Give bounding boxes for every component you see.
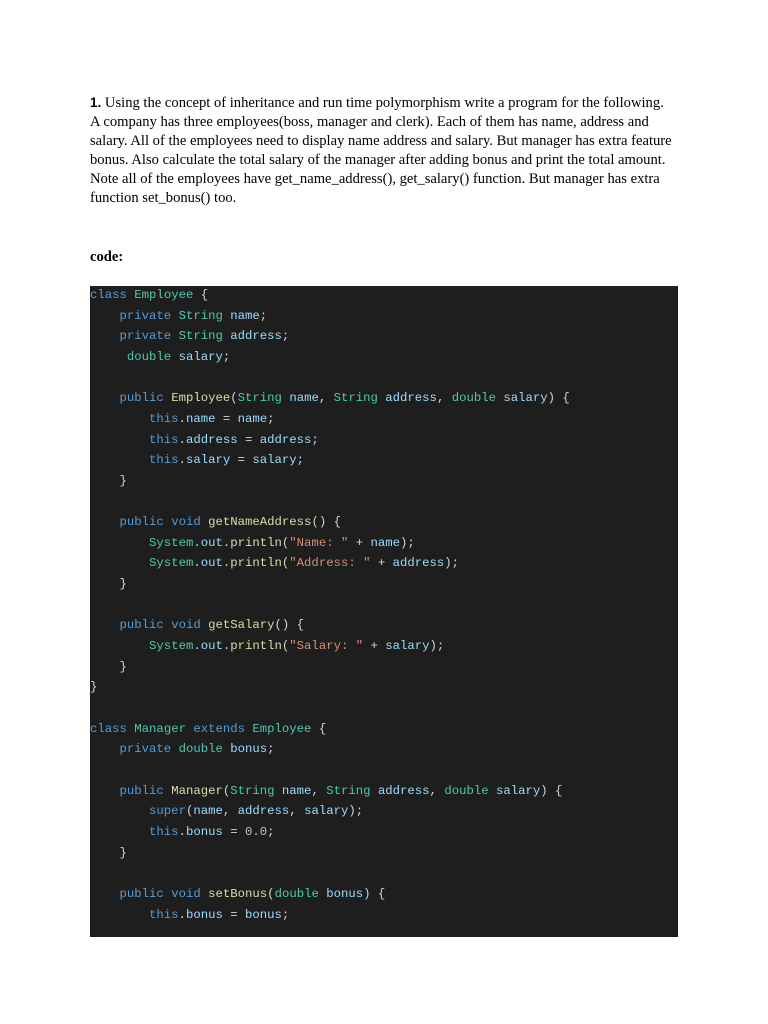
code-token	[90, 350, 127, 364]
code-token: void	[171, 515, 201, 530]
code-line	[90, 349, 230, 365]
code-token: name	[289, 391, 319, 406]
code-line	[90, 617, 304, 633]
code-token	[90, 329, 120, 343]
code-token	[90, 391, 120, 405]
code-token: =	[215, 411, 238, 426]
code-token: System	[149, 556, 194, 571]
code-token: name	[281, 783, 312, 798]
code-token	[489, 784, 496, 798]
code-line	[90, 721, 326, 737]
code-line	[90, 907, 289, 923]
code-token: ;	[267, 742, 275, 757]
code-line	[90, 308, 267, 324]
code-line	[90, 390, 570, 406]
code-token: class	[90, 288, 127, 302]
code-token	[90, 784, 120, 798]
code-token: String	[326, 783, 371, 798]
code-token: String	[237, 391, 282, 406]
code-token: address	[230, 329, 282, 344]
code-token: setBonus	[208, 886, 268, 901]
code-token: .	[222, 639, 231, 654]
code-token: private	[119, 329, 172, 344]
code-token: (	[222, 783, 231, 798]
code-token	[90, 515, 120, 529]
code-token: name	[193, 804, 223, 819]
code-token: bonus	[185, 824, 223, 839]
question-intro-text: Using the concept of inheritance and run time polymorphism write a program for the following.	[104, 95, 664, 111]
code-token: =	[237, 432, 260, 447]
code-token: extends	[193, 721, 245, 736]
code-token: class	[90, 721, 127, 736]
code-token: public	[119, 886, 164, 901]
code-token: System	[149, 639, 194, 654]
code-token: bonus	[185, 907, 223, 922]
code-token: double	[451, 391, 496, 406]
code-token	[171, 742, 178, 756]
code-token: 0.0	[245, 824, 268, 839]
code-token: +	[370, 556, 393, 571]
code-token	[90, 309, 120, 323]
code-token: .	[222, 556, 231, 571]
code-token: private	[119, 308, 172, 323]
code-token: Employee	[252, 721, 312, 736]
code-token: .	[178, 432, 186, 447]
question-text	[90, 93, 680, 208]
code-line	[90, 886, 385, 902]
code-token: void	[171, 886, 201, 901]
code-token: name	[237, 411, 268, 426]
code-token: double	[444, 783, 489, 798]
code-token: out	[200, 535, 223, 550]
code-token: String	[230, 783, 275, 798]
code-token: }	[90, 845, 127, 860]
code-token: this	[149, 453, 179, 468]
code-token: (	[281, 535, 290, 550]
code-token: double	[178, 742, 223, 757]
question-number: 1.	[90, 95, 102, 110]
code-token: public	[119, 618, 164, 633]
code-token: (	[281, 639, 290, 654]
code-token: .	[193, 535, 201, 550]
code-token: {	[311, 721, 327, 736]
code-line	[90, 555, 459, 571]
code-token: ) {	[540, 783, 563, 798]
code-token: String	[178, 308, 223, 323]
code-token: }	[90, 659, 127, 674]
code-token: ,	[436, 391, 452, 406]
code-token: address	[385, 391, 437, 406]
code-token: private	[119, 742, 172, 757]
code-token: println	[230, 639, 282, 654]
code-block	[90, 286, 678, 937]
code-token: ;	[311, 432, 319, 447]
code-token: this	[149, 907, 179, 922]
code-token: "Salary: "	[289, 639, 364, 654]
code-token: =	[230, 453, 253, 468]
code-token	[371, 784, 378, 798]
code-token: );	[444, 556, 460, 571]
code-token: getNameAddress	[208, 515, 312, 530]
code-token	[90, 618, 120, 632]
code-token	[171, 329, 178, 343]
code-token: bonus	[326, 886, 364, 901]
code-token: println	[230, 556, 282, 571]
code-token: public	[119, 783, 164, 798]
code-token: (	[230, 391, 238, 406]
code-token: );	[348, 804, 364, 819]
code-token: bonus	[245, 907, 282, 922]
code-token: Manager	[171, 783, 223, 798]
code-token: String	[178, 329, 223, 344]
code-token: }	[90, 473, 127, 488]
code-line	[90, 845, 127, 861]
code-line	[90, 328, 289, 344]
code-token: bonus	[230, 742, 268, 757]
code-token	[90, 433, 149, 447]
code-token: Manager	[134, 721, 186, 736]
code-token: System	[149, 535, 194, 550]
code-token	[90, 536, 149, 550]
code-token: (	[267, 886, 275, 901]
code-token: this	[149, 411, 179, 426]
code-line	[90, 287, 208, 303]
code-token: .	[178, 453, 186, 468]
code-line	[90, 824, 275, 840]
code-token: public	[119, 515, 164, 530]
code-token: ,	[429, 783, 445, 798]
code-token: ,	[311, 783, 327, 798]
code-token	[171, 309, 178, 323]
code-token: address	[392, 556, 445, 571]
code-token: name	[185, 411, 216, 426]
code-line	[90, 452, 304, 468]
code-token: name	[370, 535, 401, 550]
code-token: this	[149, 432, 179, 447]
code-line	[90, 659, 127, 675]
code-line	[90, 638, 444, 654]
code-token: );	[429, 639, 445, 654]
code-line	[90, 679, 97, 695]
code-token: getSalary	[208, 618, 275, 633]
code-token: }	[90, 680, 98, 695]
code-token: .	[193, 639, 201, 654]
code-token: address	[259, 432, 312, 447]
code-token: .	[178, 824, 186, 839]
code-line	[90, 514, 341, 530]
code-token	[90, 825, 149, 839]
code-line	[90, 803, 363, 819]
code-token: ;	[281, 907, 290, 922]
code-token: ;	[222, 349, 231, 364]
code-token	[90, 908, 149, 922]
code-token	[90, 453, 149, 467]
code-token: .	[178, 411, 186, 426]
code-token: name	[230, 308, 260, 323]
code-token: (	[185, 804, 194, 819]
code-token: salary	[385, 639, 430, 654]
code-token: () {	[274, 618, 305, 633]
code-token: salary	[503, 391, 548, 406]
code-token: .	[178, 907, 186, 922]
code-token	[275, 784, 282, 798]
code-token: Employee	[171, 391, 231, 406]
code-token: out	[200, 556, 223, 571]
code-token: );	[400, 535, 415, 550]
code-token: double	[274, 886, 319, 901]
code-token: double	[126, 349, 172, 364]
code-token: (	[281, 556, 290, 571]
code-token: =	[222, 907, 246, 922]
code-token: "Name: "	[289, 535, 349, 550]
code-token	[90, 412, 149, 426]
code-line	[90, 411, 275, 427]
code-token	[171, 350, 178, 364]
code-token: () {	[311, 515, 341, 530]
code-token: ;	[281, 329, 290, 344]
code-token: ;	[267, 824, 275, 839]
code-token: }	[90, 577, 127, 592]
code-token	[90, 887, 120, 901]
code-line	[90, 473, 127, 489]
code-token: ,	[318, 391, 334, 406]
code-token: void	[171, 618, 201, 633]
code-token	[90, 556, 149, 570]
code-token: =	[222, 824, 246, 839]
code-token: .	[222, 535, 231, 550]
code-line	[90, 432, 319, 448]
code-line	[90, 741, 275, 757]
code-token	[90, 804, 149, 818]
code-token: salary	[252, 453, 297, 468]
code-line	[90, 535, 415, 551]
question-intro	[90, 93, 680, 113]
code-token: address	[237, 804, 290, 819]
code-token: +	[363, 639, 386, 654]
code-label: code:	[90, 249, 124, 265]
code-token: ,	[289, 804, 305, 819]
code-token: {	[193, 288, 209, 302]
code-token: ;	[259, 308, 268, 323]
code-token: salary	[185, 453, 231, 468]
code-token: ) {	[363, 886, 386, 901]
code-token: out	[200, 639, 223, 654]
question-body: A company has three employees(boss, manager and clerk). Each of them has name, address and salary. All of the employees need to display name address and salary. But manager has extra feature bonus. Also calculate the total salary of the manager after adding bonus and print the total amount. Note all of the employees have get_name_address(), get_salary() function. But manager has extra function set_bonus() too.	[90, 114, 672, 206]
code-token: public	[119, 391, 164, 406]
code-token: ;	[267, 411, 275, 426]
code-token: address	[377, 783, 430, 798]
code-token: salary	[495, 783, 541, 798]
code-token: .	[193, 556, 201, 571]
code-token: Employee	[134, 288, 194, 302]
code-token	[90, 742, 120, 756]
code-token: ) {	[547, 391, 570, 406]
code-token	[90, 639, 149, 653]
code-line	[90, 783, 562, 799]
code-token: +	[348, 535, 371, 550]
code-token: this	[149, 824, 179, 839]
code-token: println	[230, 535, 282, 550]
code-token: salary	[304, 804, 349, 819]
code-token: "Address: "	[289, 556, 371, 571]
code-token: super	[149, 804, 186, 819]
code-token: ;	[296, 453, 305, 468]
code-token: String	[333, 391, 378, 406]
code-line	[90, 576, 127, 592]
code-token: salary	[178, 349, 223, 364]
code-token: ,	[222, 804, 238, 819]
code-token: address	[185, 432, 238, 447]
